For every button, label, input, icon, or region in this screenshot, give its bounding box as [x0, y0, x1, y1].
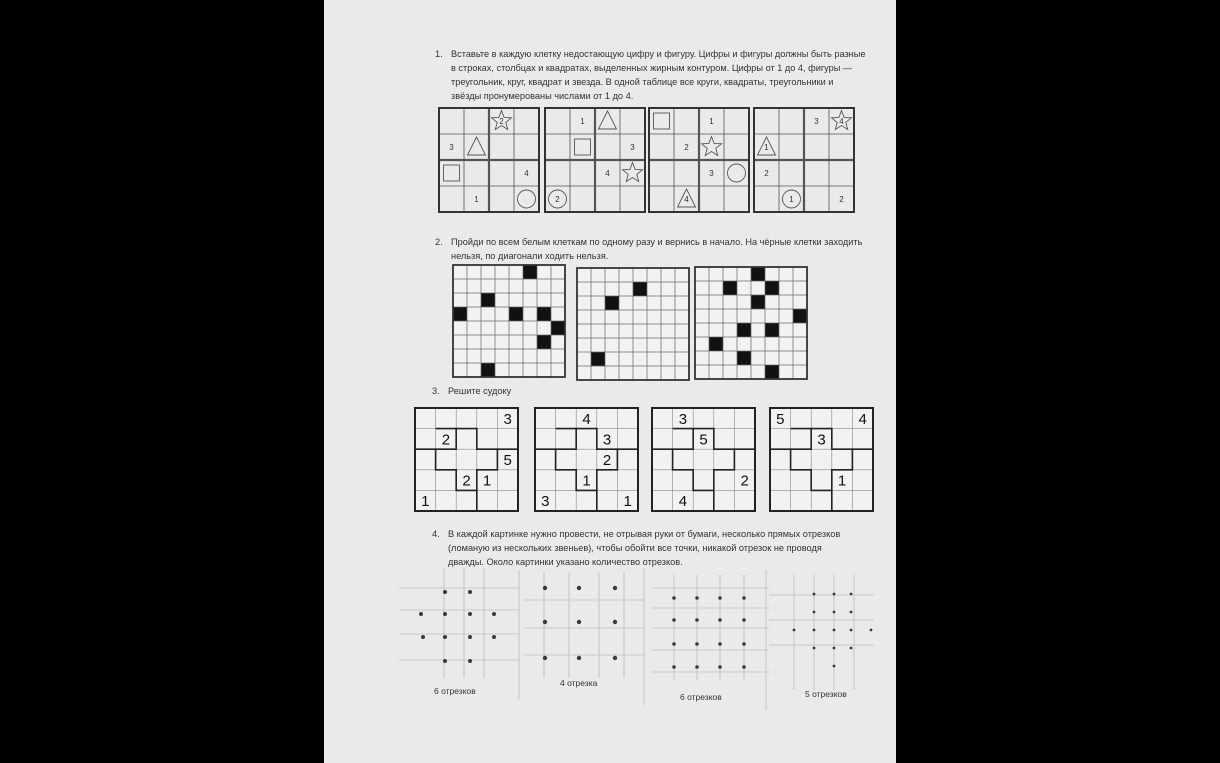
sudoku-digit: 4	[678, 493, 688, 511]
cell-number: 2	[839, 195, 844, 204]
black-cell	[765, 281, 779, 295]
sudoku-digit: 1	[837, 472, 847, 490]
worksheet-page	[324, 0, 896, 763]
square-shape	[654, 113, 670, 129]
puzzle-dot	[813, 647, 816, 650]
puzzle-dot	[718, 596, 722, 600]
black-cell	[765, 365, 779, 379]
cell-number: 3	[449, 143, 454, 152]
task3-sudoku-grids	[415, 408, 873, 511]
puzzle-dot	[850, 593, 853, 596]
puzzle-dot	[742, 642, 746, 646]
star-shape	[623, 163, 643, 182]
puzzle-dot	[742, 618, 746, 622]
cell-number: 2	[499, 117, 504, 126]
triangle-shape	[468, 137, 486, 155]
black-cell	[551, 321, 565, 335]
sudoku-digit: 1	[623, 493, 632, 511]
puzzle-dot	[443, 659, 447, 663]
cell-number: 1	[580, 117, 585, 126]
task3-sudoku-2	[535, 408, 638, 511]
worksheet-drawing	[324, 0, 896, 763]
black-cell	[793, 309, 807, 323]
puzzle-dot	[672, 596, 676, 600]
puzzle-dot	[577, 586, 581, 590]
puzzle-dot	[468, 590, 472, 594]
sudoku-digit: 3	[678, 410, 688, 428]
cell-number: 3	[709, 169, 714, 178]
puzzle-dot	[833, 629, 836, 632]
star-shape	[702, 137, 722, 156]
puzzle-dot	[833, 647, 836, 650]
puzzle-dot	[870, 629, 873, 632]
task3-title: Решите судоку	[448, 386, 512, 396]
square-shape	[575, 139, 591, 155]
black-cell	[537, 335, 551, 349]
sudoku-digit: 3	[503, 410, 512, 428]
puzzle-dot	[543, 586, 547, 590]
puzzle-dot	[850, 611, 853, 614]
cell-number: 3	[814, 117, 819, 126]
cell-number: 4	[605, 169, 610, 178]
cell-number: 1	[789, 195, 794, 204]
black-cell	[509, 307, 523, 321]
sudoku-digit: 3	[541, 493, 550, 511]
task4-line-2: (ломаную из нескольких звеньев), чтобы обойти все точки, никакой отрезок не проводя	[448, 543, 822, 553]
puzzle-dot	[419, 612, 423, 616]
sudoku-digit: 4	[582, 410, 591, 428]
sudoku-digit: 2	[462, 472, 471, 490]
task1-line-1: Вставьте в каждую клетку недостающую цифру и фигуру. Цифры и фигуры должны быть разные	[451, 49, 866, 59]
puzzle-dot	[793, 629, 796, 632]
puzzle-dot	[613, 656, 617, 660]
puzzle-dot	[718, 618, 722, 622]
puzzle-dot	[813, 629, 816, 632]
black-cell	[751, 295, 765, 309]
cell-number: 1	[474, 195, 479, 204]
puzzle-dot	[813, 611, 816, 614]
black-cell	[723, 281, 737, 295]
black-cell	[481, 293, 495, 307]
task4-line-3: дважды. Около картинки указано количество отрезков.	[448, 557, 683, 567]
black-cell	[481, 363, 495, 377]
black-cell	[591, 352, 605, 366]
task4-caption-1: 6 отрезков	[434, 686, 476, 696]
black-cell	[633, 282, 647, 296]
task1-grid-4	[754, 108, 854, 212]
cell-number: 1	[764, 143, 769, 152]
puzzle-dot	[443, 635, 447, 639]
cell-number: 1	[709, 117, 714, 126]
task1-line-2: в строках, столбцах и квадратах, выделенных жирным контуром. Цифры от 1 до 4, фигуры —	[451, 63, 853, 73]
sudoku-digit: 1	[582, 472, 591, 490]
puzzle-dot	[718, 642, 722, 646]
task3-sudoku-1	[415, 408, 518, 511]
cell-number: 4	[684, 195, 689, 204]
task4-caption-4: 5 отрезков	[805, 689, 847, 699]
task1-grid-1	[439, 108, 539, 212]
puzzle-dot	[718, 665, 722, 669]
puzzle-dot	[543, 656, 547, 660]
task3-sudoku-3	[652, 408, 755, 511]
cell-number: 4	[839, 117, 844, 126]
task1-grid-2	[545, 108, 645, 212]
task4-caption-2: 4 отрезка	[560, 678, 598, 688]
task3-number: 3.	[432, 386, 440, 396]
cell-number: 2	[684, 143, 689, 152]
sudoku-digit: 5	[503, 452, 512, 469]
sudoku-digit: 3	[602, 431, 612, 449]
sudoku-digit: 4	[858, 410, 867, 428]
sudoku-digit: 2	[441, 431, 451, 449]
cell-number: 4	[524, 169, 529, 178]
puzzle-dot	[421, 635, 425, 639]
black-cell	[751, 267, 765, 281]
puzzle-dot	[492, 635, 496, 639]
puzzle-dot	[695, 596, 699, 600]
puzzle-dot	[443, 590, 447, 594]
task2-line-2: нельзя, по диагонали ходить нельзя.	[451, 251, 609, 261]
task1-number: 1.	[435, 49, 443, 59]
puzzle-dot	[850, 647, 853, 650]
black-cell	[523, 265, 537, 279]
black-cell	[605, 296, 619, 310]
puzzle-dot	[833, 665, 836, 668]
puzzle-dot	[742, 665, 746, 669]
puzzle-dot	[468, 635, 472, 639]
puzzle-dot	[543, 620, 547, 624]
cell-number: 2	[764, 169, 769, 178]
black-cell	[737, 323, 751, 337]
puzzle-dot	[813, 593, 816, 596]
puzzle-dot	[672, 642, 676, 646]
black-cell	[453, 307, 467, 321]
task2-grids	[453, 265, 807, 380]
puzzle-dot	[492, 612, 496, 616]
sudoku-digit: 1	[482, 472, 492, 490]
puzzle-dot	[613, 586, 617, 590]
puzzle-dot	[850, 629, 853, 632]
puzzle-dot	[672, 618, 676, 622]
circle-shape	[518, 190, 536, 208]
task4-number: 4.	[432, 529, 440, 539]
task2-number: 2.	[435, 237, 443, 247]
cell-number: 3	[630, 143, 635, 152]
task3-sudoku-4	[770, 408, 873, 511]
black-cell	[765, 323, 779, 337]
puzzle-dot	[695, 665, 699, 669]
square-shape	[444, 165, 460, 181]
task2-grid-3	[695, 267, 807, 379]
task4-line-1: В каждой картинке нужно провести, не отрывая руки от бумаги, несколько прямых отрезков	[448, 529, 841, 539]
puzzle-dot	[468, 659, 472, 663]
puzzle-dot	[468, 612, 472, 616]
task2-line-1: Пройди по всем белым клеткам по одному разу и вернись в начало. На чёрные клетки заходить	[451, 237, 863, 247]
sudoku-digit: 3	[817, 431, 826, 449]
puzzle-dot	[672, 665, 676, 669]
task1-grid-3	[649, 108, 749, 212]
task1-grids	[439, 108, 854, 212]
puzzle-dot	[833, 611, 836, 614]
black-cell	[709, 337, 723, 351]
grid-background	[652, 408, 755, 511]
task2-grid-1	[453, 265, 565, 377]
task2-grid-2	[577, 268, 689, 380]
puzzle-dot	[695, 642, 699, 646]
black-cell	[537, 307, 551, 321]
sudoku-digit: 1	[421, 493, 430, 511]
task1-line-3: треугольник, круг, квадрат и звезда. В одной таблице все круги, квадраты, треугольники и	[451, 77, 834, 87]
sudoku-digit: 5	[699, 431, 708, 449]
puzzle-dot	[742, 596, 746, 600]
task4-caption-3: 6 отрезков	[680, 692, 722, 702]
sudoku-digit: 5	[776, 410, 785, 428]
triangle-shape	[599, 111, 617, 129]
circle-shape	[728, 164, 746, 182]
puzzle-dot	[833, 593, 836, 596]
puzzle-dot	[443, 612, 447, 616]
sudoku-digit: 2	[602, 452, 612, 469]
black-cell	[737, 351, 751, 365]
puzzle-dot	[577, 656, 581, 660]
task1-line-4: звёзды пронумерованы числами от 1 до 4.	[451, 91, 634, 101]
puzzle-dot	[577, 620, 581, 624]
puzzle-dot	[613, 620, 617, 624]
cell-number: 2	[555, 195, 560, 204]
sudoku-digit: 2	[740, 472, 749, 490]
puzzle-dot	[695, 618, 699, 622]
